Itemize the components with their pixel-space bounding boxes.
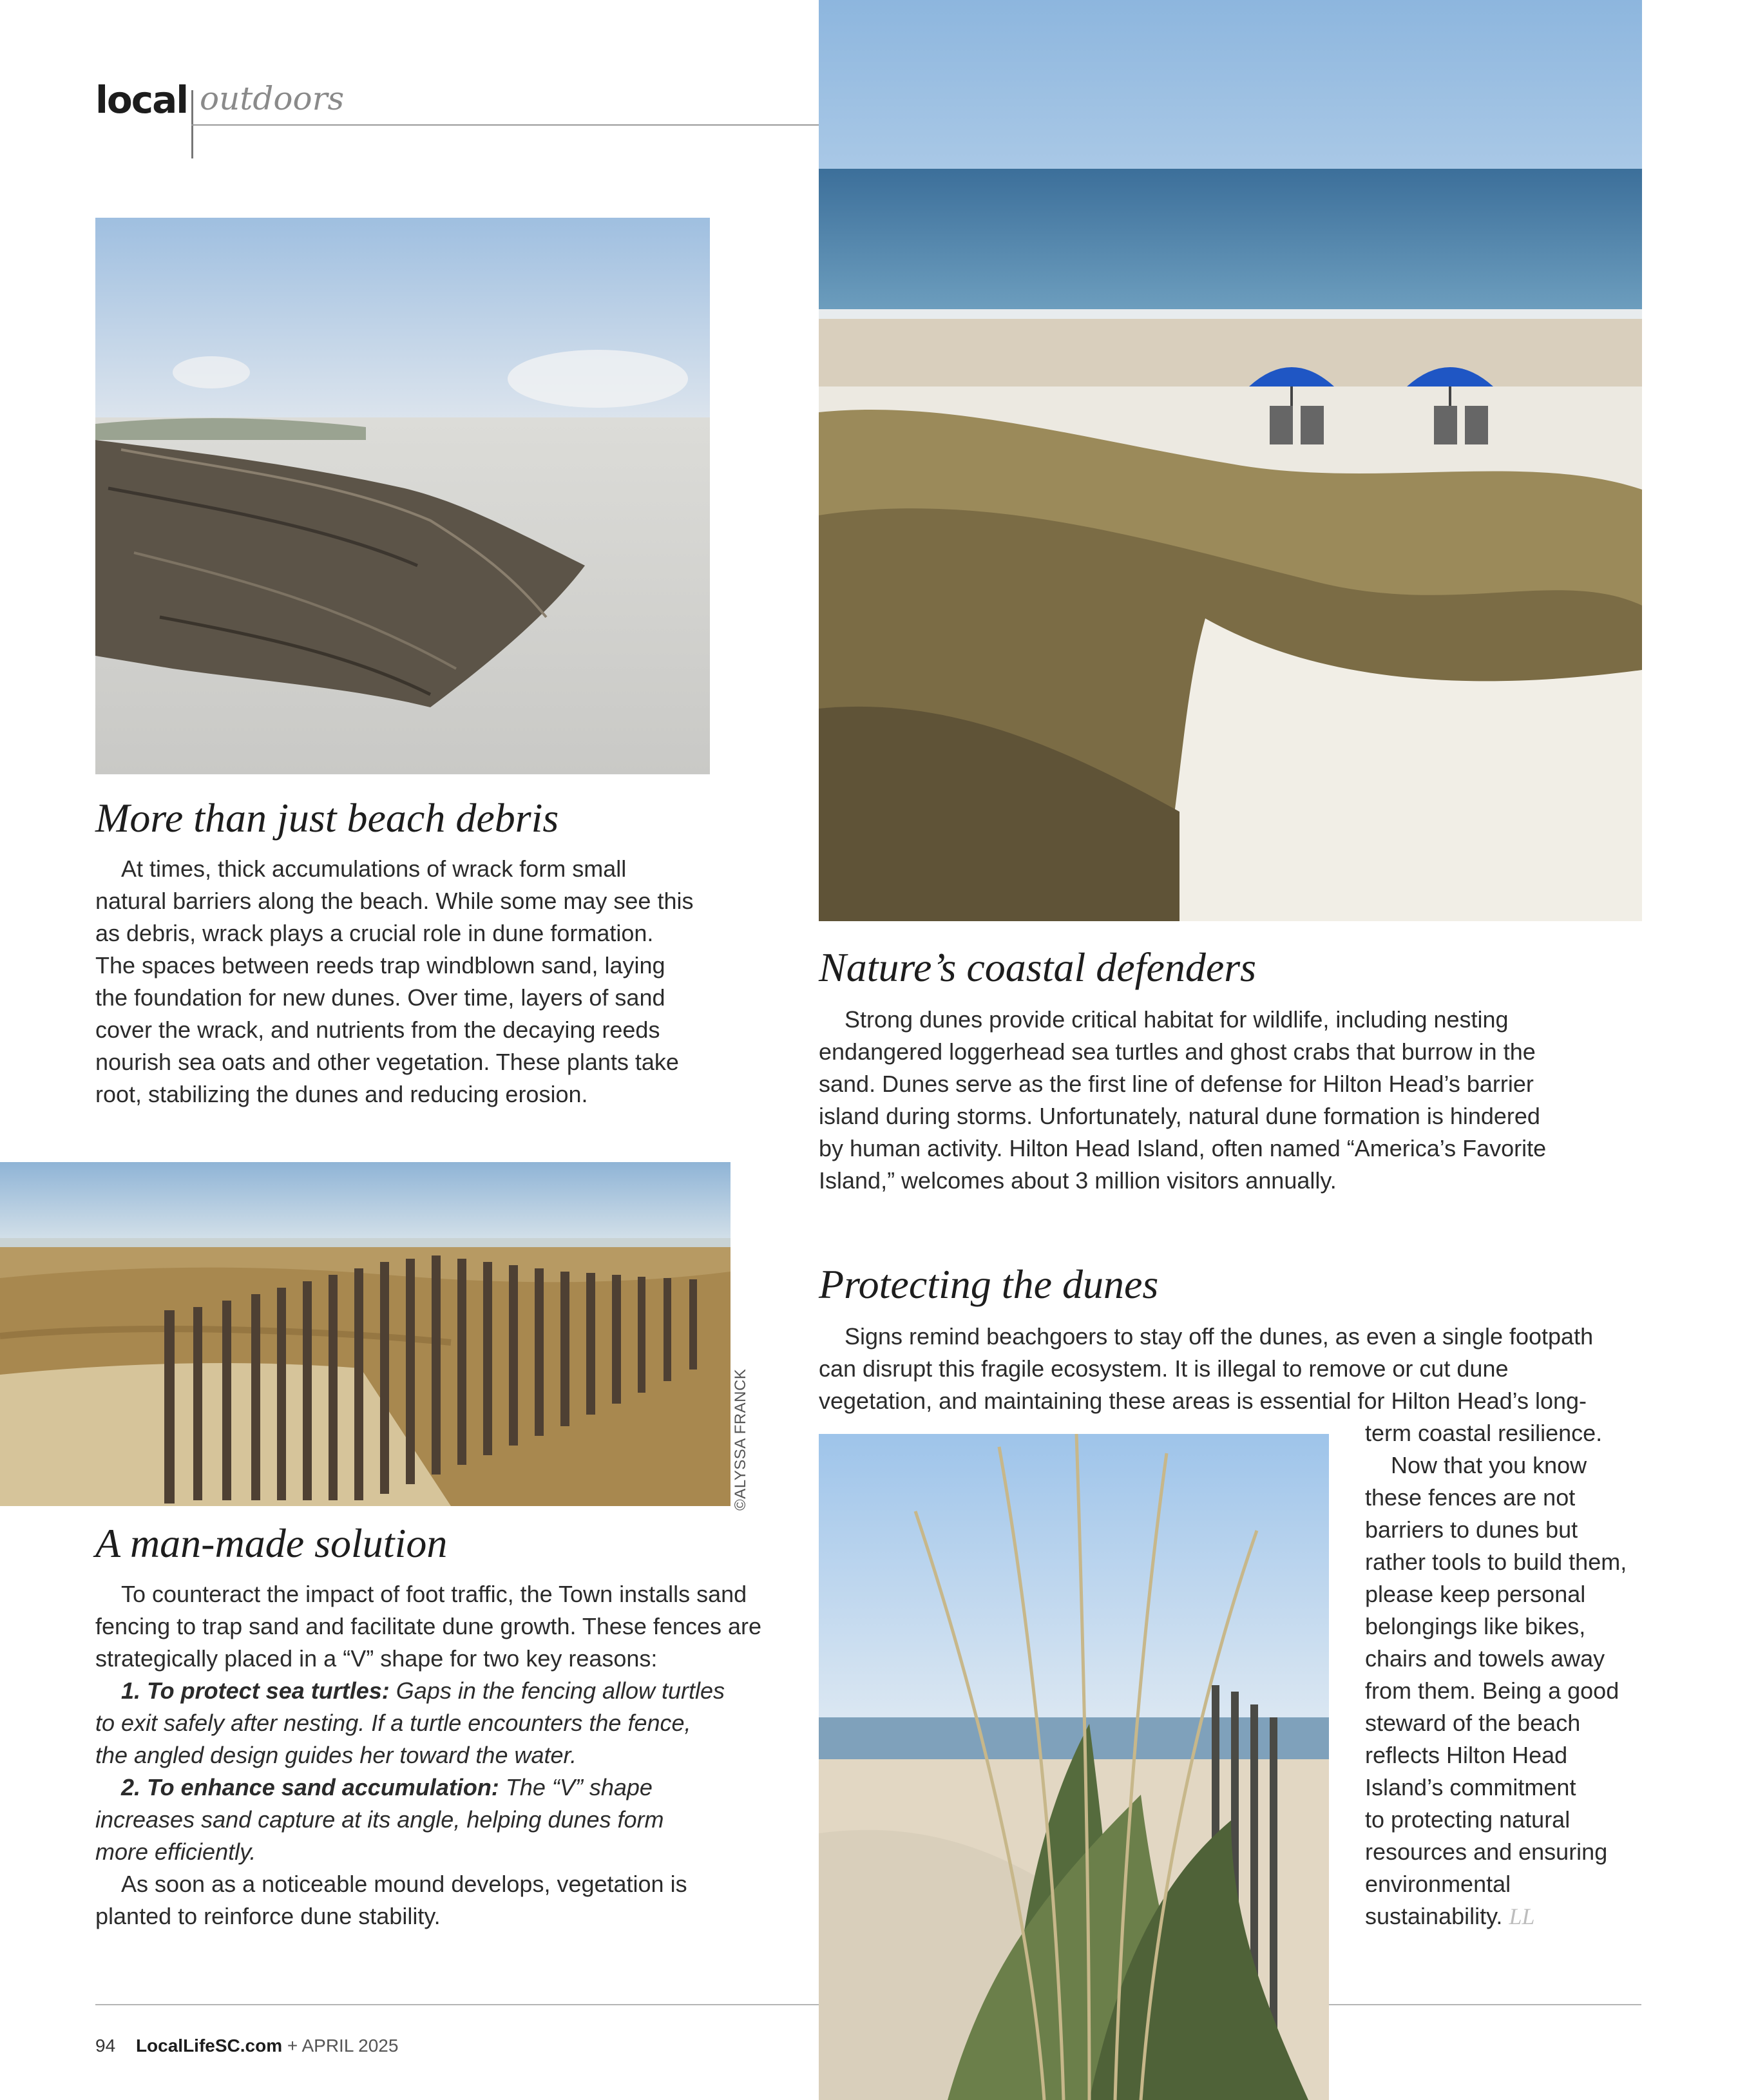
page-footer (95, 2036, 398, 2056)
dunes-umbrellas-photo (819, 0, 1642, 921)
protecting-line: environmental (1365, 1871, 1511, 1897)
defenders-heading: Nature’s coastal defenders (819, 944, 1257, 990)
sea-oats-photo (819, 1434, 1329, 2100)
header-rule (191, 124, 819, 126)
reason-1-label: 1. To protect sea turtles: (121, 1677, 390, 1704)
protecting-line: belongings like bikes, (1365, 1613, 1586, 1639)
end-mark: LL (1509, 1904, 1535, 1929)
solution-line: fencing to trap sand and facilitate dune growth. These fences are (95, 1613, 761, 1639)
debris-line: as debris, wrack plays a crucial role in dune formation. (95, 920, 654, 946)
debris-line: At times, thick accumulations of wrack form small (121, 855, 627, 882)
debris-line: cover the wrack, and nutrients from the decaying reeds (95, 1017, 660, 1043)
photo-credit: ©ALYSSA FRANCK (732, 1368, 749, 1511)
debris-body (95, 853, 693, 1111)
wrack-photo (95, 218, 710, 774)
protecting-line: can disrupt this fragile ecosystem. It is illegal to remove or cut dune (819, 1355, 1509, 1382)
protecting-body (819, 1321, 1593, 1417)
reason-2-text: The “V” shape (505, 1774, 653, 1800)
debris-line: natural barriers along the beach. While some may see this (95, 888, 694, 914)
protecting-line: Signs remind beachgoers to stay off the dunes, as even a single footpath (845, 1323, 1594, 1350)
solution-line: To counteract the impact of foot traffic, the Town installs sand (121, 1581, 747, 1607)
protecting-line: vegetation, and maintaining these areas is essential for Hilton Head’s long- (819, 1388, 1587, 1414)
protecting-line: to protecting natural (1365, 1806, 1571, 1833)
defenders-line: by human activity. Hilton Head Island, often named “America’s Favorite (819, 1135, 1547, 1161)
reason-1-line: the angled design guides her toward the water. (95, 1742, 577, 1768)
solution-line: strategically placed in a “V” shape for two key reasons: (95, 1645, 658, 1672)
solution-line: As soon as a noticeable mound develops, vegetation is (121, 1871, 687, 1897)
debris-line: the foundation for new dunes. Over time, layers of sand (95, 984, 665, 1011)
protecting-line: steward of the beach (1365, 1710, 1581, 1736)
debris-line: The spaces between reeds trap windblown sand, laying (95, 952, 665, 978)
solution-heading: A man-made solution (95, 1520, 448, 1566)
defenders-line: Strong dunes provide critical habitat for wildlife, including nesting (845, 1006, 1509, 1033)
protecting-line: reflects Hilton Head (1365, 1742, 1568, 1768)
protecting-line: these fences are not (1365, 1484, 1576, 1511)
protecting-wrap-body (1365, 1417, 1627, 1933)
reason-1-line: to exit safely after nesting. If a turtle encounters the fence, (95, 1710, 691, 1736)
sand-fence-photo (0, 1162, 731, 1506)
debris-heading: More than just beach debris (95, 795, 559, 841)
protecting-line: Island’s commitment (1365, 1774, 1576, 1800)
protecting-line: resources and ensuring (1365, 1838, 1608, 1865)
reason-2-line: increases sand capture at its angle, helping dunes form (95, 1806, 664, 1833)
protecting-heading: Protecting the dunes (819, 1261, 1159, 1307)
protecting-line: term coastal resilience. (1365, 1420, 1603, 1446)
debris-line: root, stabilizing the dunes and reducing erosion. (95, 1081, 588, 1107)
issue-date: + APRIL 2025 (287, 2036, 399, 2056)
protecting-line: Now that you know (1391, 1452, 1587, 1478)
section-title: outdoors (200, 80, 345, 117)
solution-line: planted to reinforce dune stability. (95, 1903, 441, 1929)
solution-body (95, 1578, 761, 1933)
protecting-line: rather tools to build them, (1365, 1549, 1627, 1575)
protecting-line: please keep personal (1365, 1581, 1586, 1607)
reason-1-text: Gaps in the fencing allow turtles (396, 1677, 725, 1704)
protecting-line: chairs and towels away (1365, 1645, 1605, 1672)
defenders-line: Island,” welcomes about 3 million visitors annually. (819, 1167, 1337, 1194)
reason-2-label: 2. To enhance sand accumulation: (121, 1774, 499, 1800)
reason-2-line: more efficiently. (95, 1838, 256, 1865)
protecting-line: sustainability. (1365, 1903, 1503, 1929)
protecting-line: barriers to dunes but (1365, 1516, 1578, 1543)
defenders-line: island during storms. Unfortunately, natural dune formation is hindered (819, 1103, 1540, 1129)
page-number: 94 (95, 2036, 116, 2056)
defenders-body (819, 1004, 1546, 1197)
brand-logo: local (95, 78, 188, 122)
site-name: LocalLifeSC.com (135, 2036, 283, 2056)
defenders-line: endangered loggerhead sea turtles and ghost crabs that burrow in the (819, 1038, 1536, 1065)
protecting-line: from them. Being a good (1365, 1677, 1619, 1704)
defenders-line: sand. Dunes serve as the first line of defense for Hilton Head’s barrier (819, 1071, 1534, 1097)
debris-line: nourish sea oats and other vegetation. These plants take (95, 1049, 679, 1075)
